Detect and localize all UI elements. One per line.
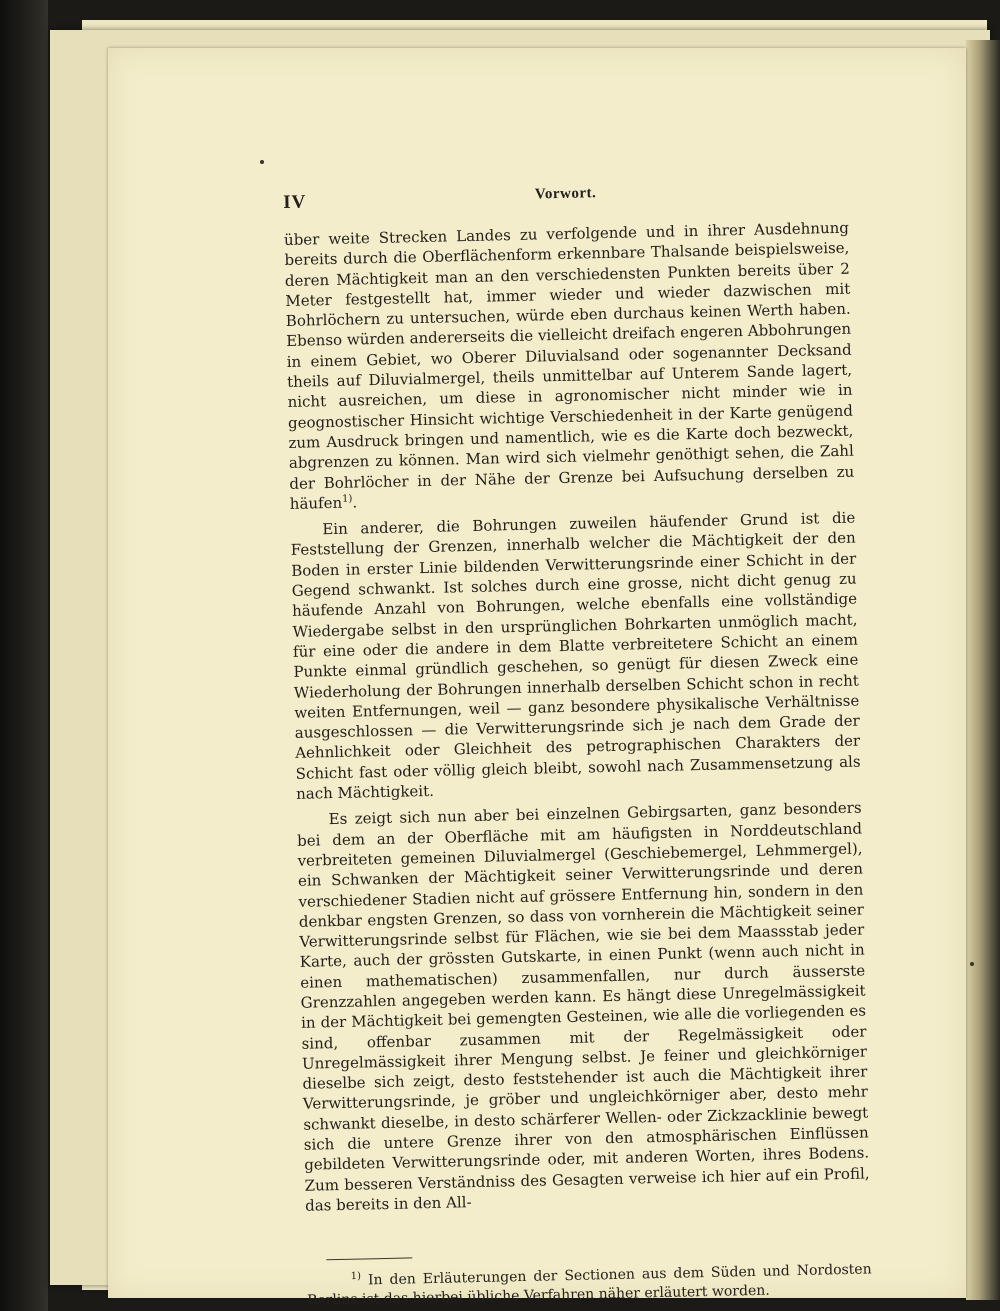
paper-speck (260, 160, 264, 164)
footnote-text: In den Erläuterungen der Sectionen aus dem Süden und Nordosten Berlins ist das hierbei übliche Verfahren näher erläutert worden. (307, 1261, 872, 1309)
paragraph-end: . (352, 493, 358, 512)
footnote (307, 1261, 873, 1311)
running-head: Vorwort. (534, 185, 597, 203)
paragraph: Es zeigt sich nun aber bei einzelnen Gebirgsarten, ganz besonders bei dem an der Oberfläche mit am häufigsten in Norddeutschland verbreiteten gemeinen Diluvialmergel (Geschiebemergel, Lehmmergel), ein Schwanken der Mächtigkeit seiner Verwitterungsrinde und deren verschiedener Stadien nicht auf grössere Entfernung hin, sondern in den denkbar engsten Grenzen, so dass von vornherein die Mächtigkeit seiner Verwitterungsrinde selbst für Flächen, wie sie bei dem Maassstab jeder Karte, auch der grössten Gutskarte, in einen Punkt (wenn auch nicht in einen mathematischen) zusammenfallen, nur durch äusserste Grenzzahlen angegeben werden kann. Es hängt diese Unregelmässigkeit in der Mächtigkeit bei gemengten Gesteinen, wie alle die vorliegenden es sind, offenbar zusammen mit der Regelmässigkeit oder Unregelmässigkeit ihrer Mengung selbst. Je feiner und gleichkörniger dieselbe sich zeigt, desto feststehender ist auch die Mächtigkeit ihrer Verwitterungsrinde, je gröber und ungleichkörniger aber, desto mehr schwankt dieselbe, in desto schärferer Wellen- oder Zickzacklinie bewegt sich die untere Grenze ihrer von den atmosphärischen Einflüssen gebildeten Verwitterungsrinde oder, mit anderen Worten, ihres Bodens. Zum besseren Verständniss des Gesagten verweise ich hier auf ein Profil, das bereits in den All- (296, 798, 870, 1215)
page-number: IV (283, 191, 307, 213)
footnote-divider (326, 1258, 412, 1261)
page-fore-edge (966, 40, 1000, 1300)
page-content (283, 180, 872, 1311)
body-text (284, 218, 870, 1216)
paragraph-text: über weite Strecken Landes zu verfolgende und in ihrer Ausdehnung bereits durch die Oberflächenform erkennbare Thalsande beispielsweise, deren Mächtigkeit man an den verschiedensten Punkten bereits über 2 Meter festgestellt hat, immer wieder und wieder dazwischen mit Bohrlöchern zu untersuchen, würde eben durchaus keinen Werth haben. Ebenso würden andererseits die vielleicht dreifach engeren Abbohrungen in einem Gebiet, wo Oberer Diluvialsand oder sogenannter Decksand theils auf Diluvialmergel, theils unmittelbar auf Unterem Sande lagert, nicht ausreichen, um diese in agronomischer nicht minder wie in geognostischer Hinsicht wichtige Verschiedenheit in der Karte genügend zum Ausdruck bringen und namentlich, wie es die Karte doch bezweckt, abgrenzen zu können. Man wird sich vielmehr genöthigt sehen, die Zahl der Bohrlöcher in der Nähe der Grenze bei Aufsuchung derselben zu häufen (283, 218, 855, 513)
paper-speck (970, 962, 974, 966)
paragraph (284, 218, 855, 514)
book-binding-edge (0, 0, 48, 1311)
footnote-marker: 1) (350, 1271, 362, 1283)
footnote-reference: 1) (341, 493, 353, 505)
paragraph: Ein anderer, die Bohrungen zuweilen häufender Grund ist die Feststellung der Grenzen, innerhalb welcher die Mächtigkeit der den Boden in erster Linie bildenden Verwitterungsrinde einer Schicht in der Gegend schwankt. Ist solches durch eine grosse, nicht dicht genug zu häufende Anzahl von Bohrungen, welche ebenfalls eine vollständige Wiedergabe selbst in den ursprünglichen Bohrkarten unmöglich macht, für eine oder die andere in dem Blatte verbreitetere Schicht an einem Punkte einmal gründlich geschehen, so genügt für diesen Zweck eine Wiederholung der Bohrungen innerhalb derselben Schicht schon in recht weiten Entfernungen, weil — ganz besondere physikalische Verhältnisse ausgeschlossen — die Verwitterungsrinde sich je nach dem Grade der Aehnlichkeit oder Gleichheit des petrographischen Charakters der Schicht fast oder völlig gleich bleibt, sowohl nach Zusammensetzung als nach Mächtigkeit. (290, 508, 861, 803)
